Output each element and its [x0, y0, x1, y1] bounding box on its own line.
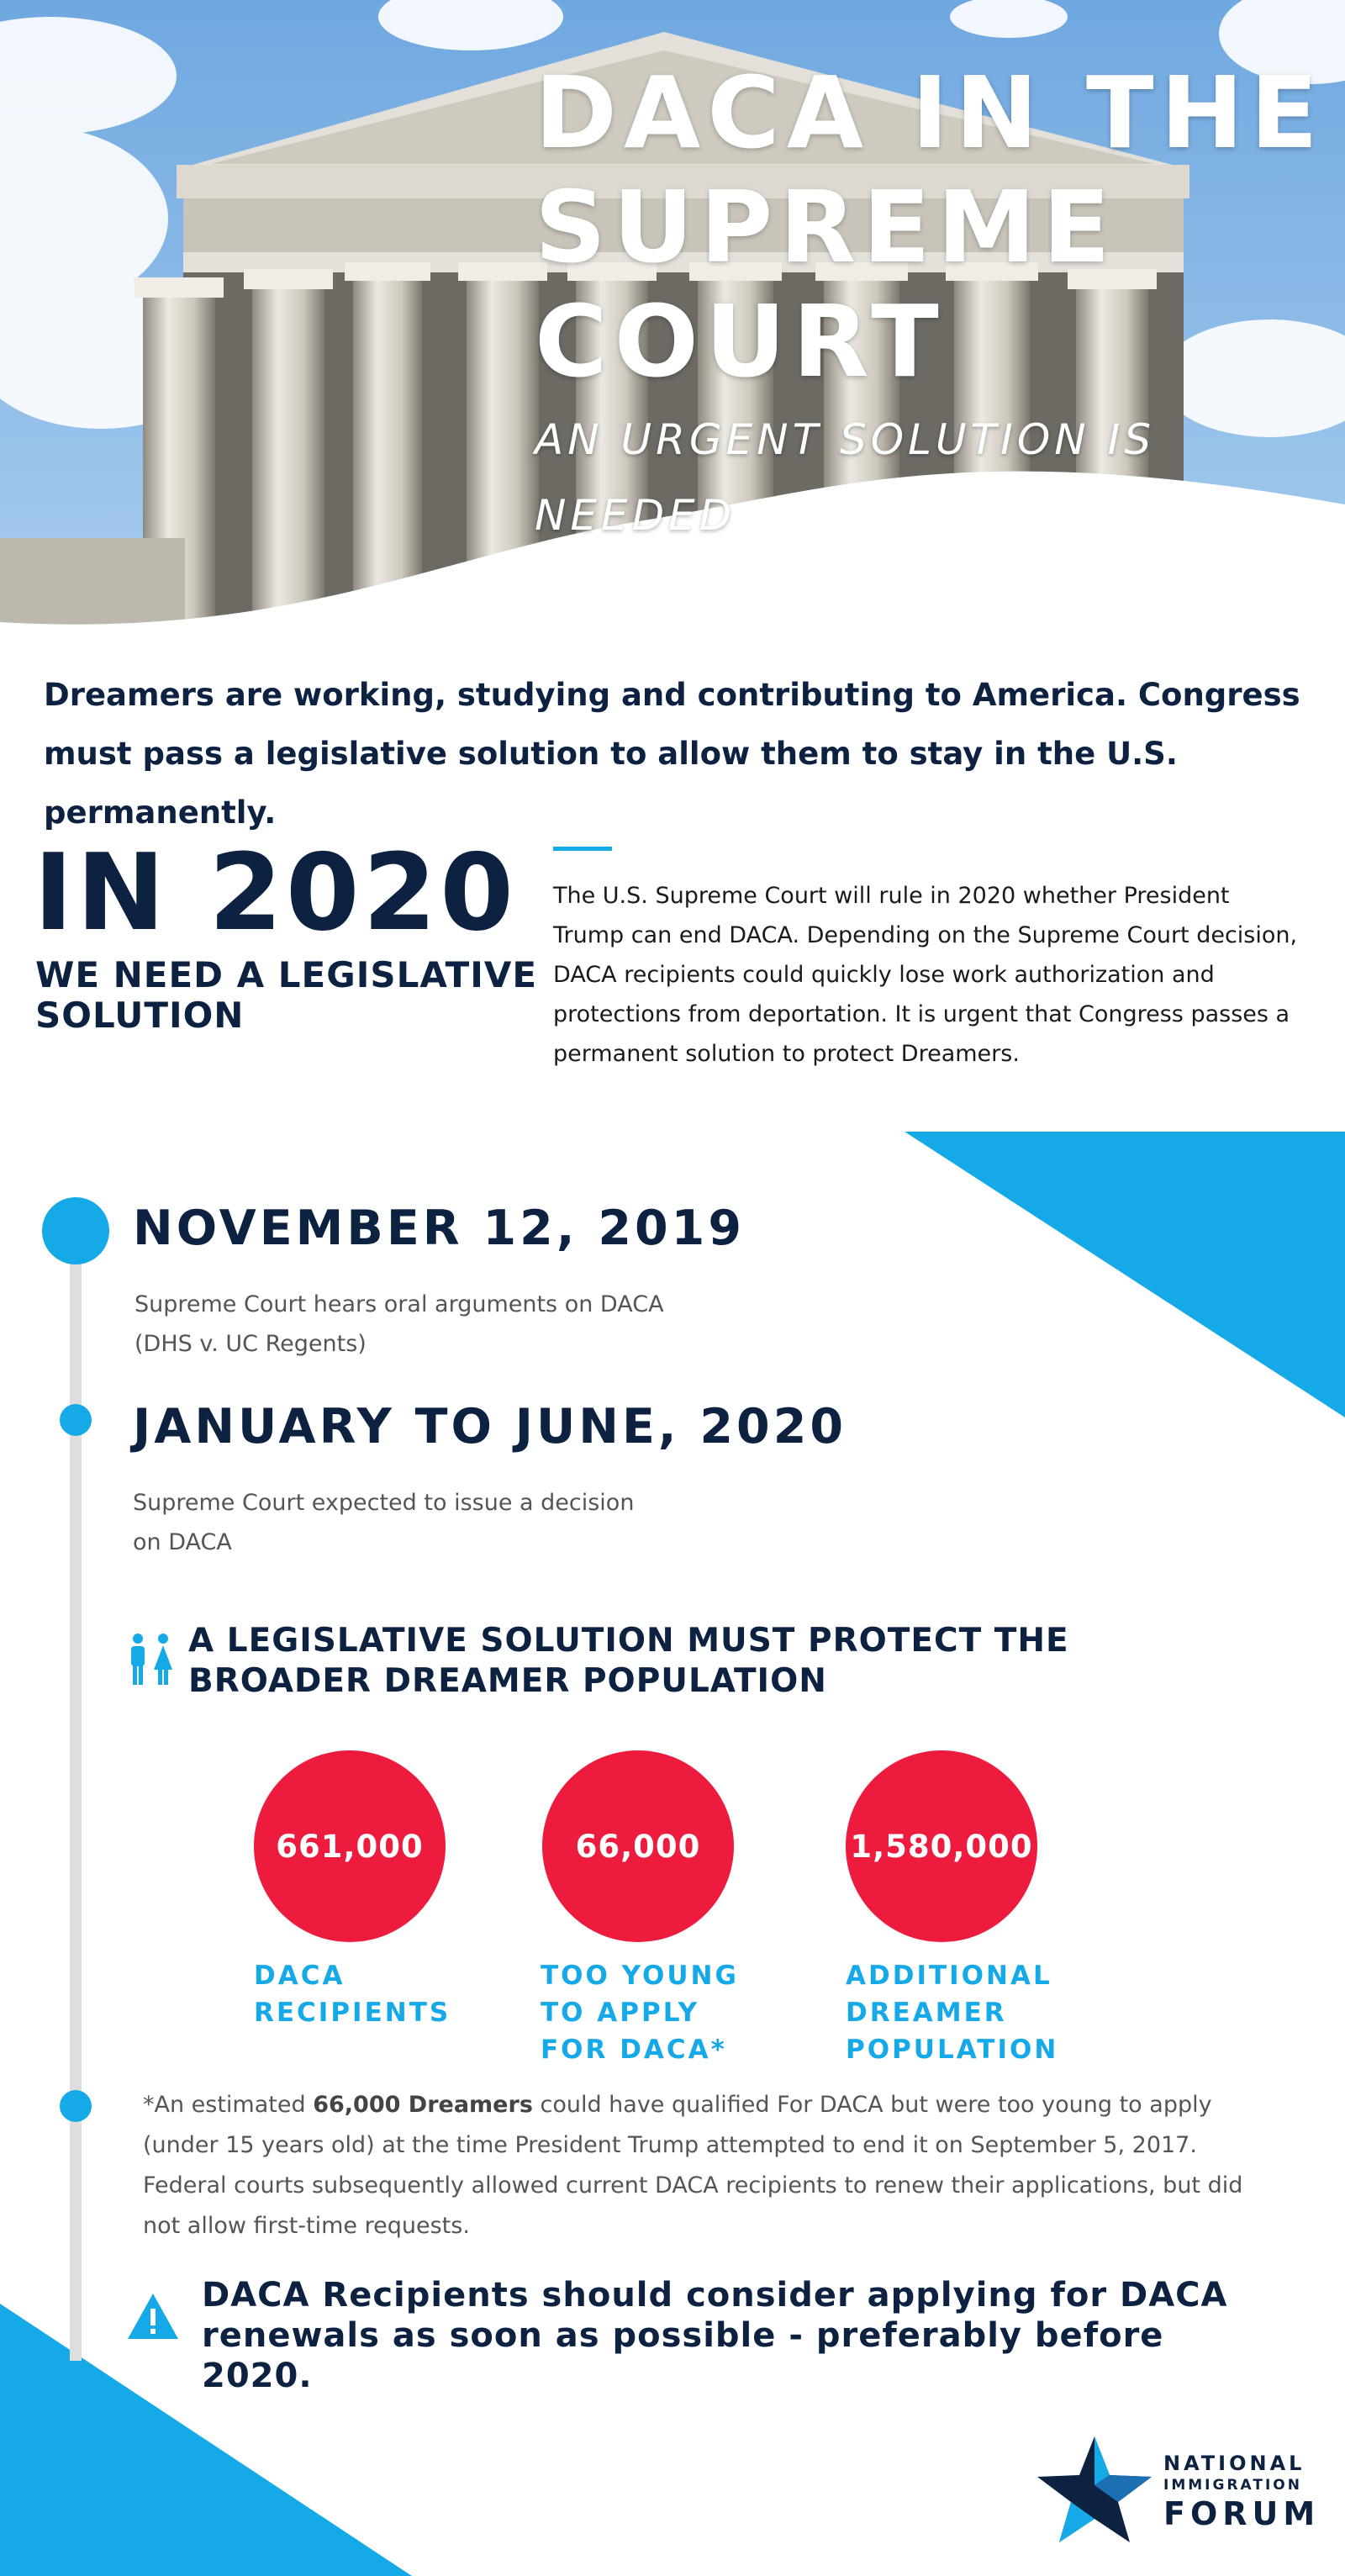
hero-banner [0, 0, 1345, 639]
stat-circle: 661,000 [254, 1750, 446, 1942]
footnote-rest: could have qualified For DACA but were too young to apply (under 15 years old) at the time President Trump attempted to end it on September 5, 2017. Federal courts subsequently allowed current DACA recipients to renew their applications, but did not allow first-time requests. [143, 2092, 1243, 2239]
decorative-triangle-top [905, 1132, 1345, 1417]
people-icon [126, 1633, 175, 1687]
year-body-text: The U.S. Supreme Court will rule in 2020 whether President Trump can end DACA. Depending on the Supreme Court decision, DACA recipients could quickly lose work authorization and protections from deportation. It is urgent that Congress passes a permanent solution to protect Dreamers. [553, 883, 1298, 1067]
timeline-event-desc: (DHS v. UC Regents) [134, 1331, 367, 1357]
footnote [143, 2085, 1253, 2246]
logo-line-national: NATIONAL [1163, 2452, 1305, 2475]
stat-label: ADDITIONAL DREAMER POPULATION [846, 1961, 1059, 2065]
stat-circle: 66,000 [542, 1750, 734, 1942]
timeline-event-desc: Supreme Court hears oral arguments on DACA [134, 1291, 664, 1317]
timeline-event-desc: on DACA [133, 1529, 232, 1555]
page-subtitle: AN URGENT SOLUTION IS NEEDED [535, 415, 1155, 540]
stat-label: DACA RECIPIENTS [254, 1961, 451, 2028]
intro-statement: Dreamers are working, studying and contributing to America. Congress must pass a legislative solution to allow them to stay in the U.S. permanently. [44, 677, 1300, 831]
warning-message: DACA Recipients should consider applying for DACA renewals as soon as possible - preferably before 2020. [202, 2276, 1228, 2395]
accent-divider [553, 847, 612, 851]
star-logo-icon [1036, 2435, 1153, 2546]
logo-line-immigration: IMMIGRATION [1163, 2477, 1302, 2494]
footnote-bold: 66,000 Dreamers [313, 2092, 533, 2118]
timeline-event-date: NOVEMBER 12, 2019 [133, 1201, 745, 1256]
year-subheading: WE NEED A LEGISLATIVE SOLUTION [35, 954, 538, 1036]
timeline-dot [60, 1404, 92, 1436]
timeline-dot [42, 1197, 109, 1264]
stat-label: TOO YOUNG TO APPLY FOR DACA* [541, 1961, 739, 2065]
timeline-event-desc: Supreme Court expected to issue a decision [133, 1490, 635, 1516]
page-title: DACA IN THE SUPREME COURT [535, 55, 1325, 399]
organization-logo-text [1163, 2452, 1320, 2532]
year-heading: IN 2020 [34, 831, 517, 954]
warning-icon [126, 2292, 180, 2341]
timeline-event-date: JANUARY TO JUNE, 2020 [133, 1399, 847, 1454]
stat-circle: 1,580,000 [846, 1750, 1037, 1942]
footnote-prefix: *An estimated [143, 2092, 314, 2118]
logo-line-forum: FORUM [1163, 2495, 1321, 2532]
timeline-dot [60, 2090, 92, 2122]
population-heading: A LEGISLATIVE SOLUTION MUST PROTECT THE BROADER DREAMER POPULATION [188, 1622, 1069, 1700]
